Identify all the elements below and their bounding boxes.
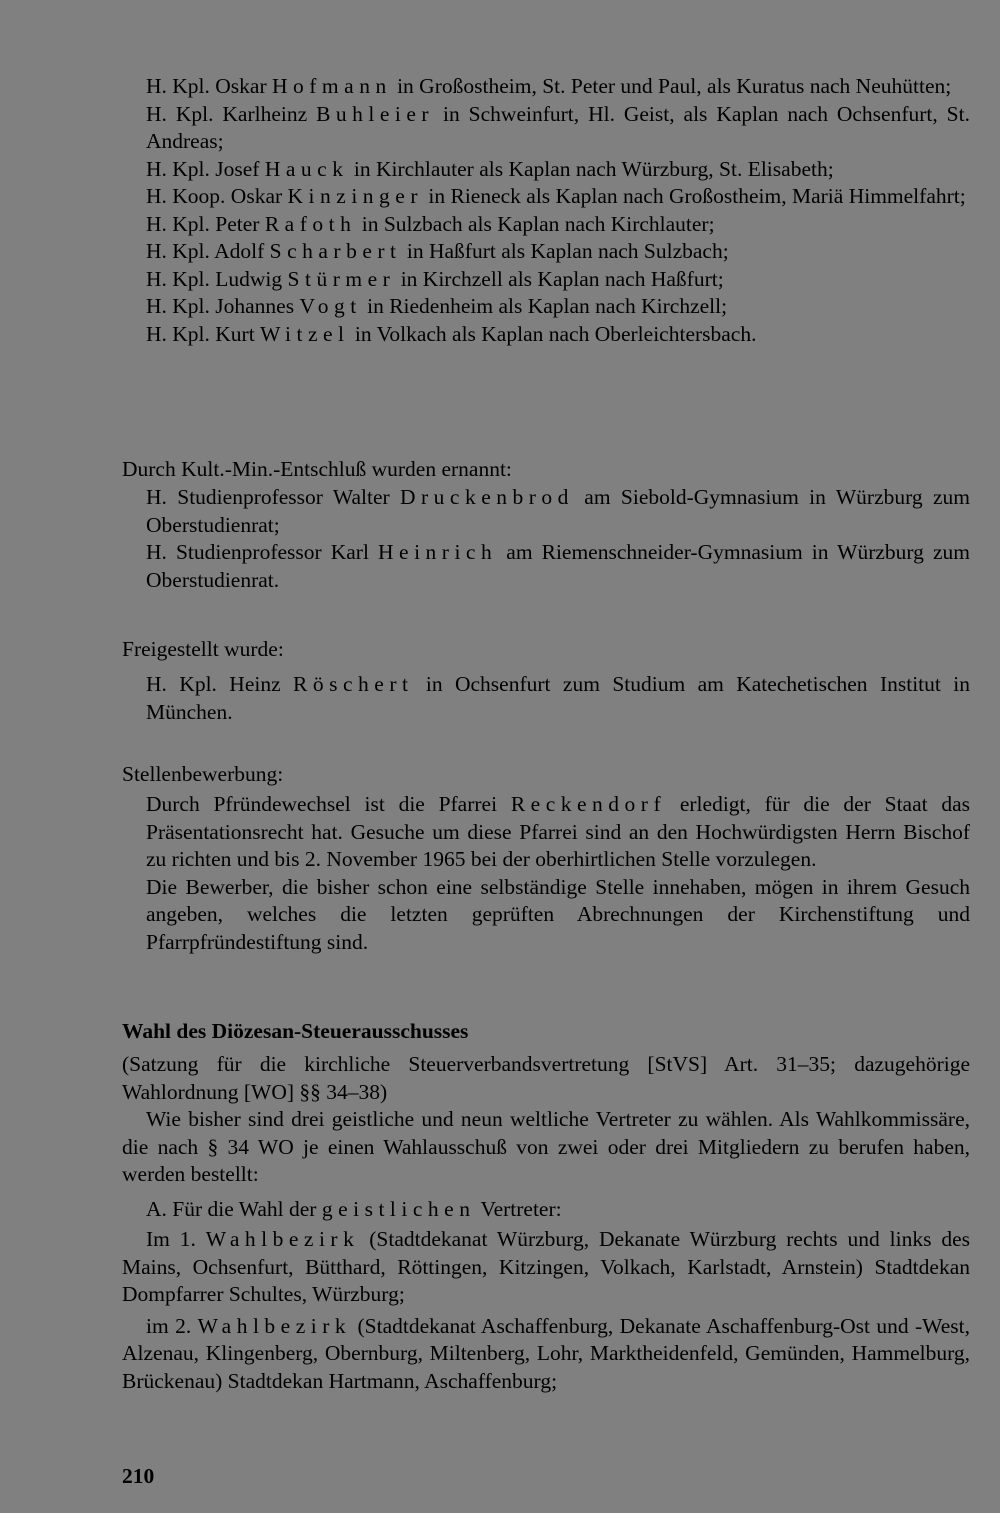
section-heading: Wahl des Diözesan-Steuerausschusses xyxy=(122,1019,469,1043)
list-item: H. Kpl. Adolf Scharbert in Haßfurt als Kaplan nach Sulzbach; xyxy=(146,239,729,263)
section-heading: Stellenbewerbung: xyxy=(122,762,284,786)
paragraph: (Satzung für die kirchliche Steuerverbandsvertretung [StVS] Art. 31–35; dazugehörige Wahlordnung [WO] §§ 34–38) xyxy=(122,1052,970,1104)
list-item: H. Studienprofessor Karl Heinrich am Riemenschneider-Gymnasium in Würzburg zum Oberstudienrat. xyxy=(146,540,970,592)
page-number: 210 xyxy=(122,1464,155,1488)
list-item: H. Studienprofessor Walter Druckenbrod am Siebold-Gymnasium in Würzburg zum Oberstudienrat; xyxy=(146,485,970,537)
paragraph: A. Für die Wahl der geistlichen Vertreter: xyxy=(146,1196,562,1221)
paragraph: Die Bewerber, die bisher schon eine selbständige Stelle innehaben, mögen in ihrem Gesuch angeben, welches die letzten geprüften Abrechnungen der Kirchenstiftung und Pfarrpfründestiftung sind. xyxy=(146,874,970,954)
list-item: H. Kpl. Josef Hauck in Kirchlauter als Kaplan nach Würzburg, St. Elisabeth; xyxy=(146,156,834,181)
paragraph: Wie bisher sind drei geistliche und neun weltliche Vertreter zu wählen. Als Wahlkommissäre, die nach § 34 WO je einen Wahlausschuß von zwei oder drei Mitgliedern zu berufen haben, werden bestellt: xyxy=(122,1107,970,1186)
list-item: H. Kpl. Oskar Hofmann in Großostheim, St. Peter und Paul, als Kuratus nach Neuhütten; xyxy=(146,74,952,98)
paragraph: Im 1. Wahlbezirk (Stadtdekanat Würzburg, Dekanate Würzburg rechts und links des Mains, Ochsenfurt, Bütthard, Röttingen, Kitzingen, Volkach, Karlstadt, Arnstein) Stadtdekan Dompfarrer Schultes, Würzburg; xyxy=(122,1227,970,1306)
list-item: H. Kpl. Heinz Röschert in Ochsenfurt zum Studium am Katechetischen Institut in München. xyxy=(146,672,970,724)
job-posting xyxy=(146,791,970,956)
list-item: H. Kpl. Johannes Vogt in Riedenheim als Kaplan nach Kirchzell; xyxy=(146,294,728,318)
appointments-list xyxy=(146,73,970,348)
paragraph: im 2. Wahlbezirk (Stadtdekanat Aschaffenburg, Dekanate Aschaffenburg-Ost und -West, Alzenau, Klingenberg, Obernburg, Miltenberg, Lohr, Marktheidenfeld, Gemünden, Hammelburg, Brückenau) Stadtdekan Hartmann, Aschaffenburg; xyxy=(122,1313,970,1393)
election-body xyxy=(122,1051,970,1395)
section-heading: Durch Kult.-Min.-Entschluß wurden ernannt: xyxy=(122,457,512,481)
list-item: H. Kpl. Karlheinz Buhleier in Schweinfurt, Hl. Geist, als Kaplan nach Ochsenfurt, St. Andreas; xyxy=(146,101,970,153)
appointments-ministry-list xyxy=(146,484,970,594)
list-item: H. Kpl. Ludwig Stürmer in Kirchzell als Kaplan nach Haßfurt; xyxy=(146,266,724,291)
paragraph: Durch Pfründewechsel ist die Pfarrei Reckendorf erledigt, für die der Staat das Präsentationsrecht hat. Gesuche um diese Pfarrei sind an den Hochwürdigsten Herrn Bischof zu richten und bis 2. November 1965 bei der oberhirtlichen Stelle vorzulegen. xyxy=(146,792,971,871)
release-list xyxy=(146,671,970,726)
section-heading: Freigestellt wurde: xyxy=(122,637,284,661)
list-item: H. Kpl. Kurt Witzel in Volkach als Kaplan nach Oberleichtersbach. xyxy=(146,321,757,346)
list-item: H. Koop. Oskar Kinzinger in Rieneck als Kaplan nach Großostheim, Mariä Himmelfahrt; xyxy=(146,184,966,208)
list-item: H. Kpl. Peter Rafoth in Sulzbach als Kaplan nach Kirchlauter; xyxy=(146,211,715,236)
